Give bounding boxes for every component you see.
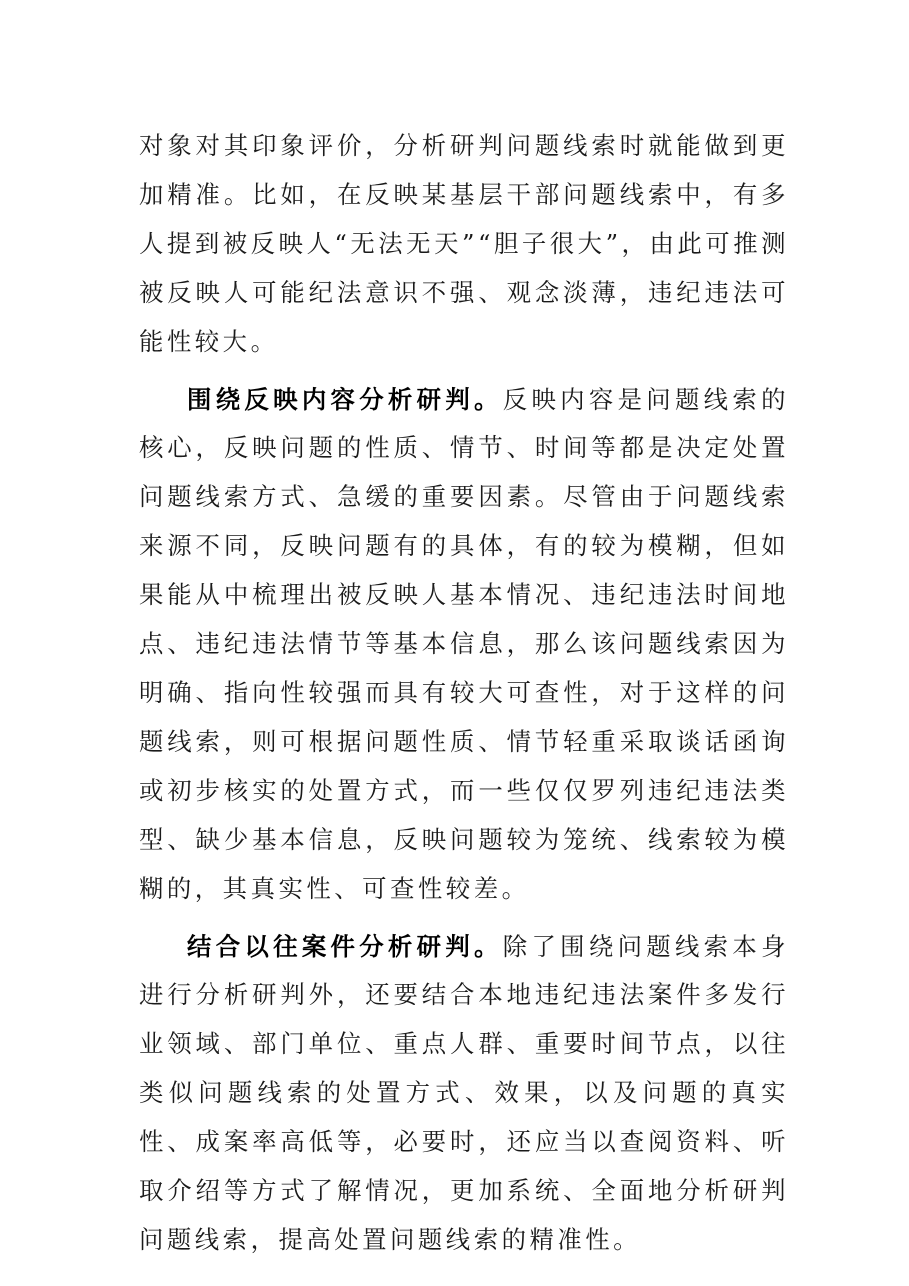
document-body — [139, 122, 789, 1265]
paragraph-heading: 围绕反映内容分析研判。 — [187, 384, 503, 414]
paragraph-heading: 结合以往案件分析研判。 — [187, 931, 503, 961]
paragraph-content-analysis — [139, 376, 789, 914]
paragraph-body: 除了围绕问题线索本身进行分析研判外，还要结合本地违纪违法案件多发行业领域、部门单位、重点人群、重要时间节点，以往类似问题线索的处置方式、效果，以及问题的真实性、成案率高低等，必要时，还应当以查阅资料、听取介绍等方式了解情况，更加系统、全面地分析研判问题线索，提高处置问题线索的精准性。 — [139, 931, 789, 1254]
paragraph-body: 反映内容是问题线索的核心，反映问题的性质、情节、时间等都是决定处置问题线索方式、急缓的重要因素。尽管由于问题线索来源不同，反映问题有的具体，有的较为模糊，但如果能从中梳理出被反映人基本情况、违纪违法时间地点、违纪违法情节等基本信息，那么该问题线索因为明确、指向性较强而具有较大可查性，对于这样的问题线索，则可根据问题性质、情节轻重采取谈话函询或初步核实的处置方式，而一些仅仅罗列违纪违法类型、缺少基本信息，反映问题较为笼统、线索较为模糊的，其真实性、可查性较差。 — [139, 384, 789, 903]
paragraph-continuation — [139, 122, 789, 367]
paragraph-body: 对象对其印象评价，分析研判问题线索时就能做到更加精准。比如，在反映某基层干部问题线索中，有多人提到被反映人“无法无天”“胆子很大”，由此可推测被反映人可能纪法意识不强、观念淡薄，违纪违法可能性较大。 — [139, 131, 789, 356]
paragraph-past-cases-analysis — [139, 923, 789, 1265]
